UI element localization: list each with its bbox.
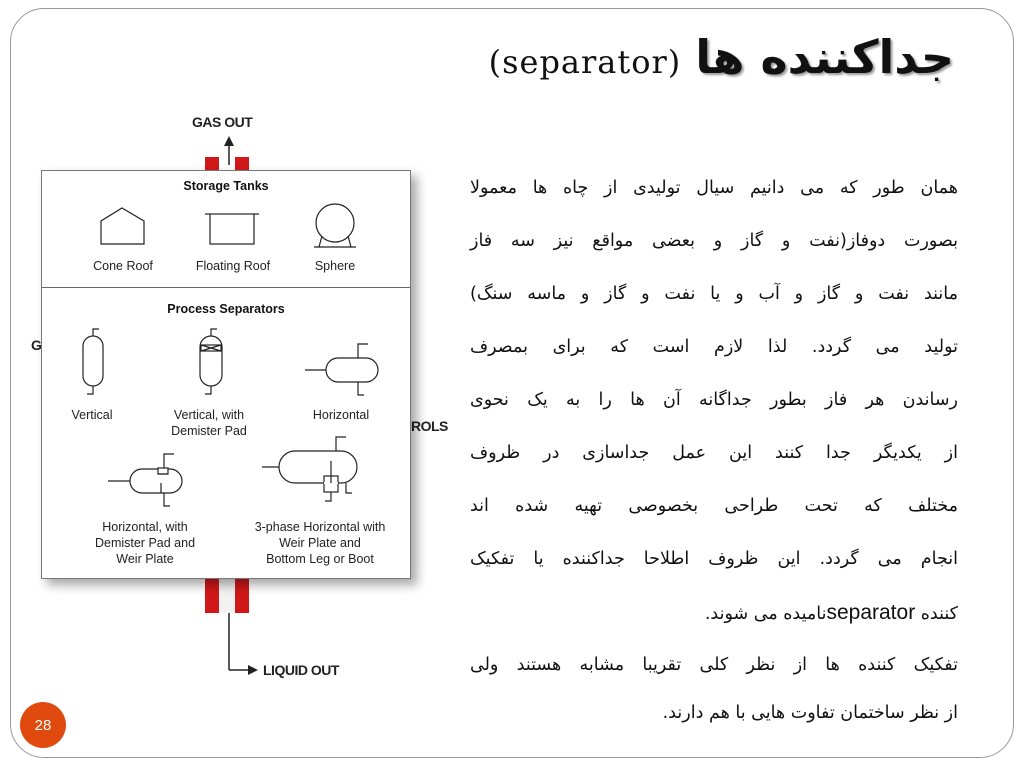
- body-line: از نظر ساختمان تفاوت هایی با هم دارند.: [662, 703, 958, 723]
- sphere-label: Sphere: [314, 259, 356, 273]
- body-line: انجام می گردد. این ظروف اطلاحا جداکننده یا تفکیک: [470, 549, 958, 569]
- vertical-separator-icon: [83, 329, 103, 394]
- vertical-demister-separator-icon: [200, 329, 222, 394]
- three-phase-horizontal-label: 3-phase Horizontal with Weir Plate and Bottom Leg or Boot: [254, 520, 386, 566]
- body-line: تفکیک کننده ها از نظر کلی تقریبا مشابه هستند ولی: [470, 655, 958, 675]
- title-persian: جداکننده ها: [695, 30, 954, 84]
- floating-roof-label: Floating Roof: [195, 259, 271, 273]
- vertical-label: Vertical: [71, 408, 113, 422]
- gas-out-label: GAS OUT: [192, 114, 253, 130]
- body-line: رساندن هر فاز بطور جداگانه آن ها را به یک نحوی: [470, 390, 958, 410]
- sphere-icon: [314, 204, 356, 247]
- legend-symbols: [42, 171, 410, 578]
- left-label-fragment: G: [31, 337, 42, 353]
- slide-title: [489, 30, 954, 84]
- separator-term: separator: [826, 601, 916, 624]
- horizontal-separator-icon: [305, 344, 378, 395]
- storage-tanks-heading: Storage Tanks: [183, 179, 269, 193]
- body-line: از یکدیگر جدا کنند این عمل جداسازی در ظروف: [470, 443, 958, 463]
- body-line-separator: [470, 586, 958, 641]
- body-line: مختلف که تحت طراحی بخصوصی تهیه شده اند: [470, 496, 958, 516]
- symbols-legend-panel: [41, 170, 411, 579]
- body-line-part: کننده: [915, 604, 958, 624]
- cone-roof-icon: [101, 208, 144, 244]
- body-line-part: نامیده می شوند.: [704, 604, 827, 624]
- vertical-demister-label: Vertical, with Demister Pad: [171, 408, 247, 438]
- liquid-out-label: LIQUID OUT: [263, 662, 339, 678]
- body-line: همان طور که می دانیم سیال تولیدی از چاه ها معمولا: [470, 178, 958, 198]
- controls-label-fragment: ROLS: [411, 418, 448, 434]
- process-separators-heading: Process Separators: [167, 302, 285, 316]
- body-line: مانند نفت و گاز و آب و یا نفت و گاز و ماسه سنگ): [470, 284, 958, 304]
- horizontal-label: Horizontal: [312, 408, 370, 422]
- body-line: بصورت دوفاز(نفت و گاز و بعضی مواقع نیز سه فاز: [470, 231, 958, 251]
- title-latin: (separator): [488, 43, 682, 81]
- page-number-badge: 28: [20, 702, 66, 748]
- cone-roof-label: Cone Roof: [93, 259, 153, 273]
- body-line: تولید می گردد. لذا لازم است که برای بمصرف: [470, 337, 958, 357]
- body-text: [470, 162, 958, 737]
- horizontal-demister-weir-separator-icon: [108, 454, 182, 506]
- three-phase-horizontal-boot-separator-icon: [262, 437, 357, 501]
- floating-roof-icon: [205, 214, 259, 244]
- horizontal-demister-weir-label: Horizontal, with Demister Pad and Weir Plate: [94, 520, 196, 566]
